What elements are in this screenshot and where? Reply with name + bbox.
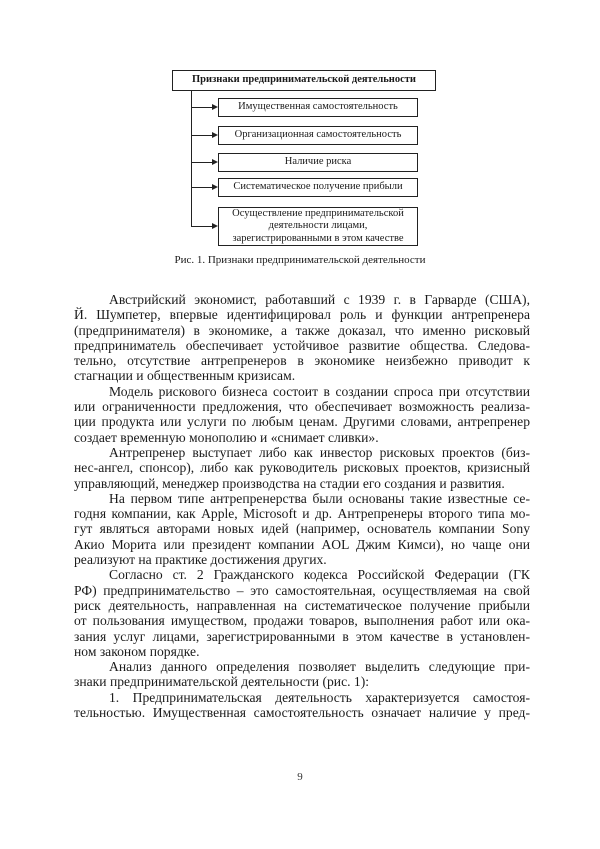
text-line: тельностью. Имущественная самостоятельность означает наличие у пред- bbox=[74, 705, 530, 721]
text-line: риск деятельность, направленная на систематическое получение прибыли bbox=[74, 597, 530, 613]
diagram-connector bbox=[191, 187, 213, 188]
text-line: предприниматель обеспечивает устойчивое развитие общества. Следова- bbox=[74, 337, 530, 353]
diagram-child-label-line: зарегистрированными в этом качестве bbox=[232, 232, 404, 244]
diagram-connector bbox=[191, 162, 213, 163]
paragraph bbox=[74, 445, 530, 491]
page-number: 9 bbox=[297, 771, 303, 783]
text-line: стагнации и общественным кризисам. bbox=[74, 368, 296, 384]
paragraph bbox=[74, 384, 530, 445]
text-line: Согласно ст. 2 Гражданского кодекса Российской Федерации (ГК bbox=[109, 567, 530, 583]
diagram-child-label: Организационная самостоятельность bbox=[234, 129, 402, 141]
diagram-child-label: Систематическое получение прибыли bbox=[233, 181, 403, 193]
diagram-child-box bbox=[218, 153, 418, 172]
diagram-child-box bbox=[218, 207, 418, 246]
text-line: На первом типе антрепренерства были основаны такие известные се- bbox=[109, 490, 530, 506]
text-line: ном законом порядке. bbox=[74, 643, 200, 659]
text-line: 1. Предпринимательская деятельность характеризуется самостоя- bbox=[109, 689, 530, 705]
paragraph bbox=[74, 690, 530, 721]
paragraph bbox=[74, 292, 530, 384]
text-line: тельно, отсутствие антрепренеров в экономике неизбежно приводит к bbox=[74, 353, 530, 369]
diagram-child-label: Имущественная самостоятельность bbox=[238, 101, 398, 113]
paragraph bbox=[74, 491, 530, 567]
diagram-connector bbox=[191, 135, 213, 136]
features-diagram bbox=[0, 0, 600, 260]
text-line: (предпринимателя) в экономике, а также доказал, что именно рисковый bbox=[74, 322, 530, 338]
text-line: знаки предпринимательской деятельности (рис. 1): bbox=[74, 674, 370, 690]
diagram-connector bbox=[191, 226, 213, 227]
text-line: Антрепренер выступает либо как инвестор рисковых проектов (биз- bbox=[109, 444, 530, 460]
text-line: нес-ангел, спонсор), либо как руководитель рисковых проектов, кризисный bbox=[74, 460, 530, 476]
text-line: РФ) предпринимательство – это самостоятельная, осуществляемая на свой bbox=[74, 582, 530, 598]
text-line: управляющий, менеджер производства на стадии его создания и развития. bbox=[74, 475, 505, 491]
figure-caption: Рис. 1. Признаки предпринимательской деятельности bbox=[174, 254, 426, 266]
diagram-root-box bbox=[172, 70, 436, 91]
diagram-child-box bbox=[218, 98, 418, 117]
diagram-connector bbox=[191, 107, 213, 108]
diagram-child-box bbox=[218, 178, 418, 197]
text-line: зания услуг лицами, зарегистрированными в этом качестве в установлен- bbox=[74, 628, 530, 644]
text-line: Акио Морита или президент компании AOL Джим Кимси), но чаще они bbox=[74, 536, 530, 552]
text-line: или ограниченности предложения, что обеспечивает возможность реализа- bbox=[74, 399, 530, 415]
diagram-root-label: Признаки предпринимательской деятельности bbox=[192, 74, 416, 86]
text-line: годня компании, как Apple, Microsoft и др. Антрепренеры второго типа мо- bbox=[74, 506, 530, 522]
text-line: ции продукта или услуги по любым ценам. Другими словами, антрепренер bbox=[74, 414, 530, 430]
text-line: Модель рискового бизнеса состоит в создании спроса при отсутствии bbox=[109, 383, 530, 399]
diagram-child-label-line: деятельности лицами, bbox=[268, 220, 368, 232]
diagram-connector-vertical bbox=[191, 91, 192, 227]
text-line: гут являться авторами новых идей (например, основатель компании Sony bbox=[74, 521, 530, 537]
body-text bbox=[74, 292, 530, 720]
diagram-child-label-line: Осуществление предпринимательской bbox=[232, 207, 404, 219]
text-line: Анализ данного определения позволяет выделить следующие при- bbox=[109, 659, 530, 675]
text-line: реализуют на практике достижения других. bbox=[74, 552, 327, 568]
text-line: Австрийский экономист, работавший с 1939 г. в Гарварде (США), bbox=[109, 292, 530, 307]
text-line: создает временную монополию и «снимает сливки». bbox=[74, 429, 379, 445]
paragraph bbox=[74, 567, 530, 659]
paragraph bbox=[74, 659, 530, 690]
diagram-child-label: Наличие риска bbox=[284, 156, 352, 168]
diagram-child-box bbox=[218, 126, 418, 145]
text-line: Й. Шумпетер, впервые идентифицировал роль и функции антрепренера bbox=[74, 307, 530, 323]
text-line: от пользования имуществом, продажи товаров, выполнения работ или ока- bbox=[74, 613, 530, 629]
